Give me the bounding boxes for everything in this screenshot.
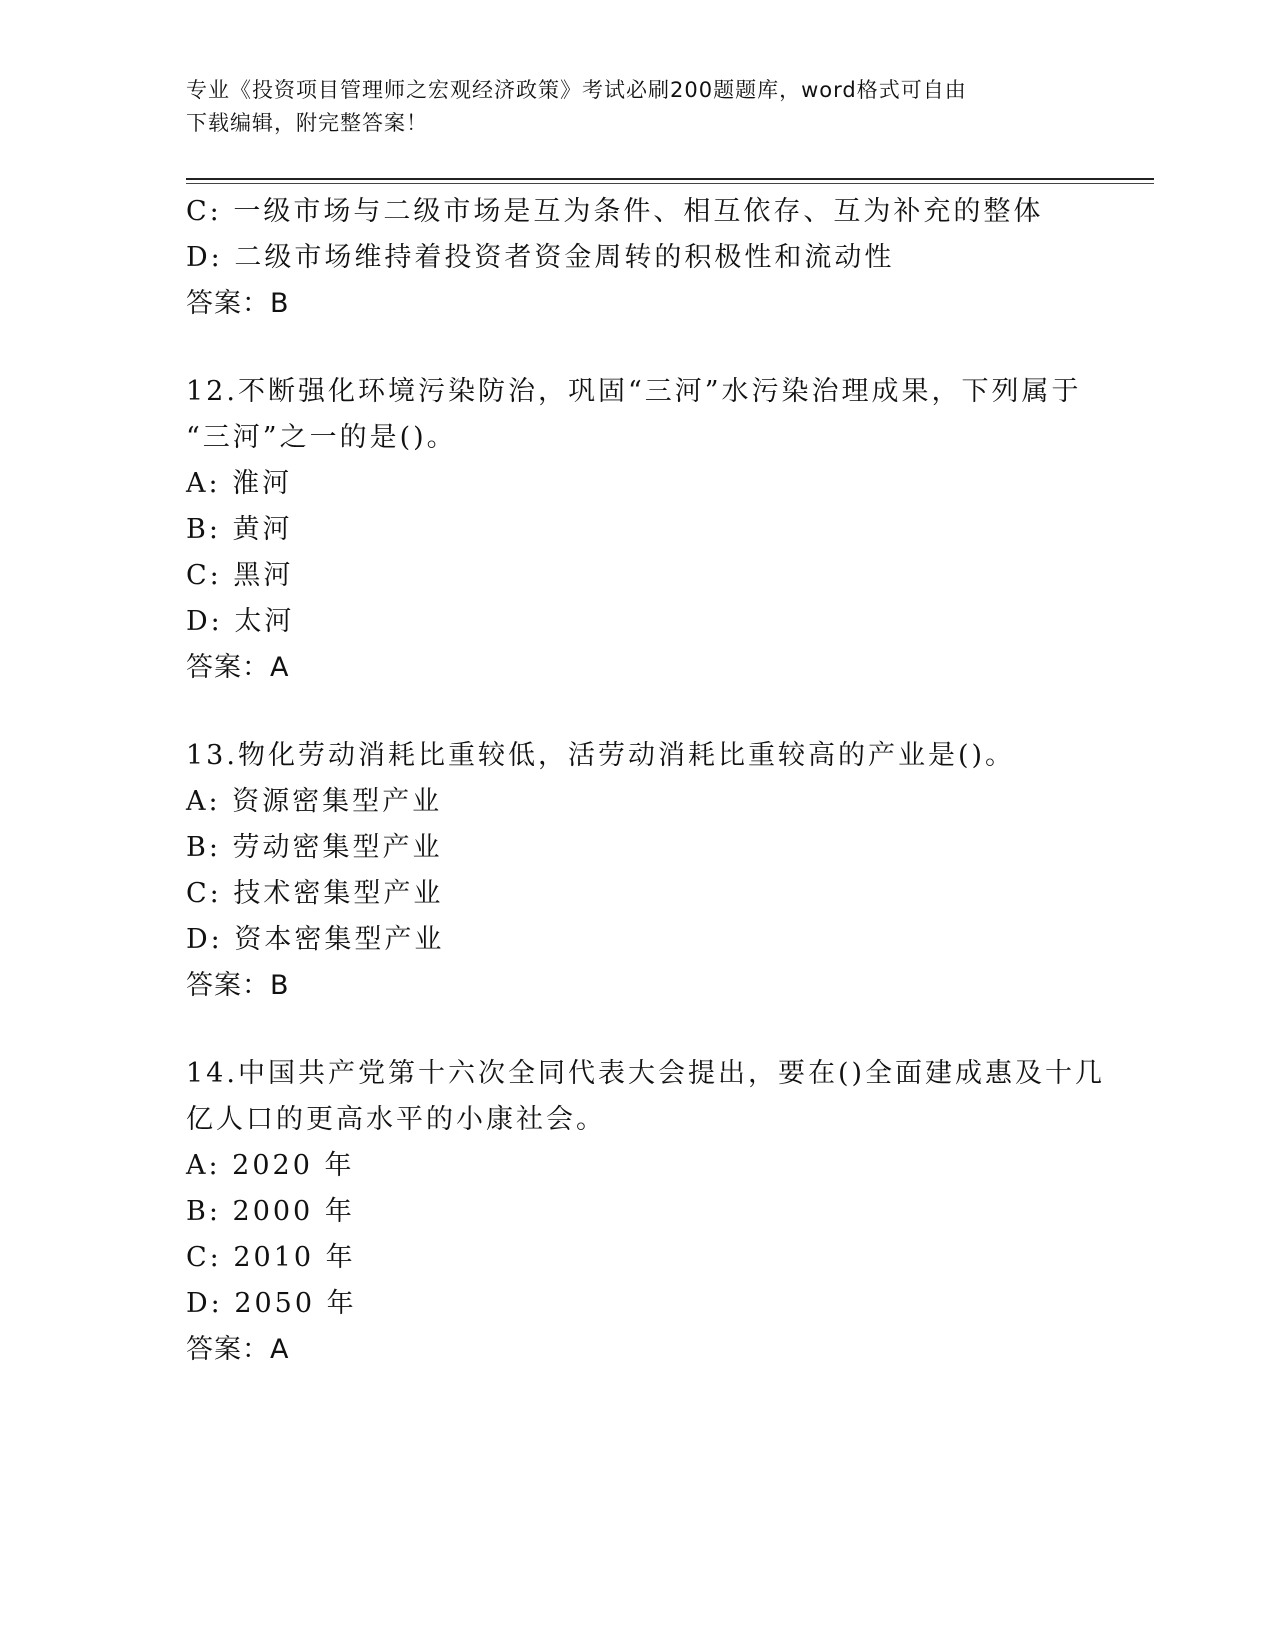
spacer — [186, 327, 1086, 369]
question-list — [186, 189, 1106, 1373]
option-c: C: 黑河 — [186, 560, 294, 591]
spacer — [186, 691, 1086, 733]
question-block-12 — [186, 369, 1086, 691]
option-b: B: 黄河 — [186, 514, 293, 545]
answer-label: 答案：A — [186, 1334, 290, 1365]
option-b: B: 劳动密集型产业 — [186, 832, 443, 863]
option-d: D: 资本密集型产业 — [186, 924, 445, 955]
spacer — [186, 1009, 1086, 1051]
option-d: D: 太河 — [186, 606, 295, 637]
option-d: D: 二级市场维持着投资者资金周转的积极性和流动性 — [186, 242, 895, 273]
option-c: C: 技术密集型产业 — [186, 878, 444, 909]
option-d: D: 2050 年 — [186, 1288, 357, 1319]
option-a: A: 2020 年 — [186, 1150, 355, 1181]
question-block-13 — [186, 733, 1086, 1009]
answer-label: 答案：B — [186, 288, 290, 319]
option-a: A: 资源密集型产业 — [186, 786, 443, 817]
question-stem-line-2: 亿人口的更高水平的小康社会。 — [186, 1104, 606, 1135]
header-divider-thick — [186, 178, 1154, 180]
header-divider-thin — [186, 183, 1154, 184]
answer-label: 答案：B — [186, 970, 290, 1001]
answer-label: 答案：A — [186, 652, 290, 683]
document-header — [186, 74, 1086, 140]
question-stem-line-1: 14.中国共产党第十六次全同代表大会提出，要在()全面建成惠及十几 — [186, 1058, 1106, 1089]
question-stem-line-2: “三河”之一的是()。 — [186, 422, 457, 453]
option-b: B: 2000 年 — [186, 1196, 355, 1227]
header-line-1: 专业《投资项目管理师之宏观经济政策》考试必刷200题题库，word格式可自由 — [186, 78, 967, 102]
header-line-2: 下载编辑，附完整答案！ — [186, 111, 428, 135]
question-block-14 — [186, 1051, 1106, 1373]
option-c: C: 2010 年 — [186, 1242, 356, 1273]
question-block-partial — [186, 189, 1086, 327]
option-c: C: 一级市场与二级市场是互为条件、相互依存、互为补充的整体 — [186, 196, 1044, 227]
question-stem-line-1: 12.不断强化环境污染防治，巩固“三河”水污染治理成果，下列属于 — [186, 376, 1082, 407]
option-a: A: 淮河 — [186, 468, 293, 499]
question-stem-line-1: 13.物化劳动消耗比重较低，活劳动消耗比重较高的产业是()。 — [186, 740, 1016, 771]
